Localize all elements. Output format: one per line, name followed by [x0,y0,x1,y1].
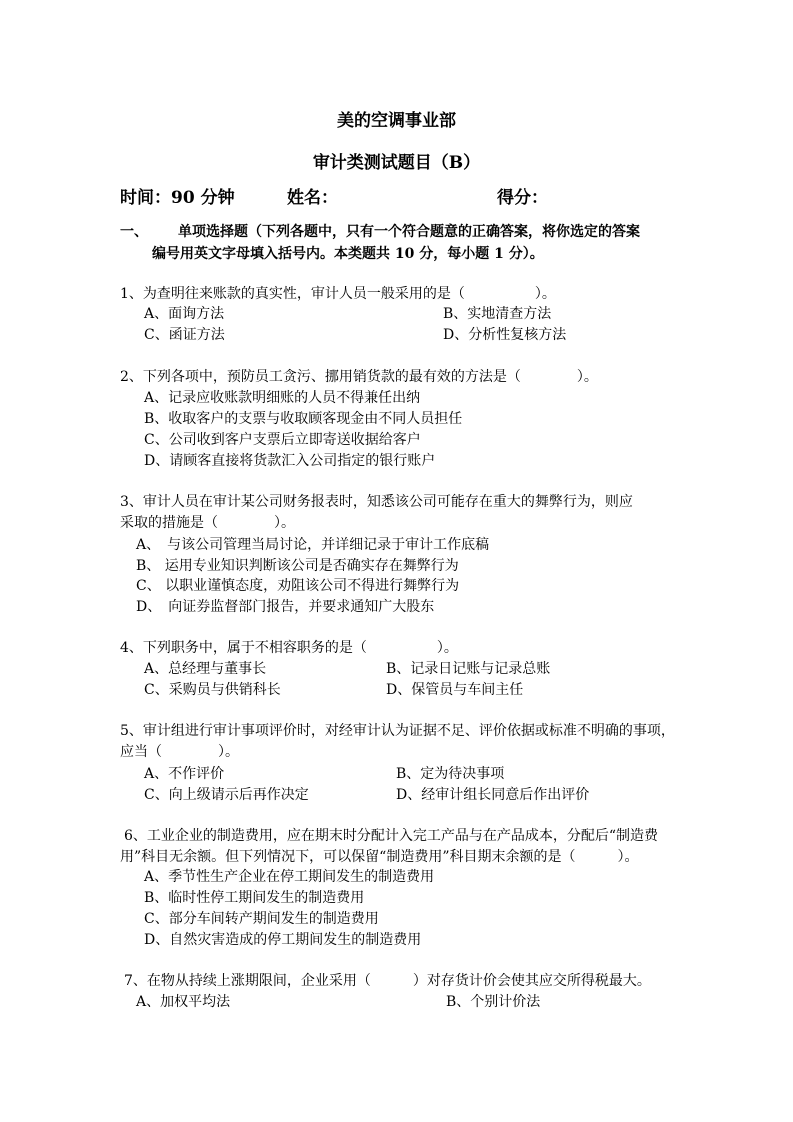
option-c: C、公司收到客户支票后立即寄送收据给客户 [144,432,421,448]
option-a: A、 与该公司管理当局讨论，并详细记录于审计工作底稿 [136,537,490,553]
option-d: D、经审计组长同意后作出评价 [396,787,590,803]
page-title: 审计类测试题目（B） [312,153,481,173]
option-b: B、记录日记账与记录总账 [386,661,551,677]
org-title: 美的空调事业部 [337,111,456,131]
question-stem: 2、下列各项中，预防员工贪污、挪用销货款的最有效的方法是（ ）。 [120,369,598,385]
name-label: 姓名： [287,188,338,208]
option-c: C、函证方法 [144,327,225,343]
option-c: C、 以职业谨慎态度，劝阻该公司不得进行舞弊行为 [136,578,460,594]
question-stem: 7、在物从持续上涨期限间，企业采用（ ）对存货计价会使其应交所得税最大。 [124,973,651,989]
question-stem: 1、为查明往来账款的真实性，审计人员一般采用的是（ ）。 [120,286,556,302]
option-a: A、季节性生产企业在停工期间发生的制造费用 [144,869,435,885]
option-b: B、实地清查方法 [443,306,552,322]
option-b: B、 运用专业知识判断该公司是否确实存在舞弊行为 [136,558,459,574]
option-b: B、个别计价法 [446,994,541,1010]
option-a: A、加权平均法 [136,994,231,1010]
option-a: A、记录应收账款明细账的人员不得兼任出纳 [144,390,421,406]
question-stem-cont: 用”科目无余额。但下列情况下，可以保留“制造费用”科目期末余额的是（ ）。 [120,849,639,865]
option-d: D、分析性复核方法 [443,327,567,343]
question-stem: 6、工业企业的制造费用，应在期末时分配计入完工产品与在产品成本，分配后“制造费 [124,828,659,844]
section-heading-line2: 编号用英文字母填入括号内。本类题共 10 分，每小题 1 分）。 [152,246,544,262]
option-b: B、临时性停工期间发生的制造费用 [144,890,365,906]
question-stem-cont: 应当（ ）。 [120,744,239,760]
option-d: D、保管员与车间主任 [386,682,524,698]
option-c: C、部分车间转产期间发生的制造费用 [144,911,379,927]
option-a: A、不作评价 [144,766,225,782]
score-label: 得分： [497,188,548,208]
question-stem: 3、审计人员在审计某公司财务报表时，知悉该公司可能存在重大的舞弊行为，则应 [120,494,633,510]
option-b: B、定为待决事项 [396,766,505,782]
option-a: A、总经理与董事长 [144,661,267,677]
option-d: D、请顾客直接将货款汇入公司指定的银行账户 [144,453,436,469]
question-stem-cont: 采取的措施是（ ）。 [120,515,295,531]
option-a: A、面询方法 [144,306,225,322]
question-stem: 4、下列职务中，属于不相容职务的是（ ）。 [120,640,458,656]
option-d: D、 向证券监督部门报告，并要求通知广大股东 [136,599,435,615]
option-d: D、自然灾害造成的停工期间发生的制造费用 [144,932,422,948]
option-c: C、采购员与供销科长 [144,682,281,698]
section-number: 一、 [120,224,148,240]
section-heading-line1: 单项选择题（下列各题中，只有一个符合题意的正确答案，将你选定的答案 [178,224,640,240]
question-stem: 5、审计组进行审计事项评价时，对经审计认为证据不足、评价依据或标准不明确的事项， [120,723,675,739]
time-label: 时间：90 分钟 [120,188,235,208]
option-b: B、收取客户的支票与收取顾客现金由不同人员担任 [144,411,463,427]
option-c: C、向上级请示后再作决定 [144,787,309,803]
